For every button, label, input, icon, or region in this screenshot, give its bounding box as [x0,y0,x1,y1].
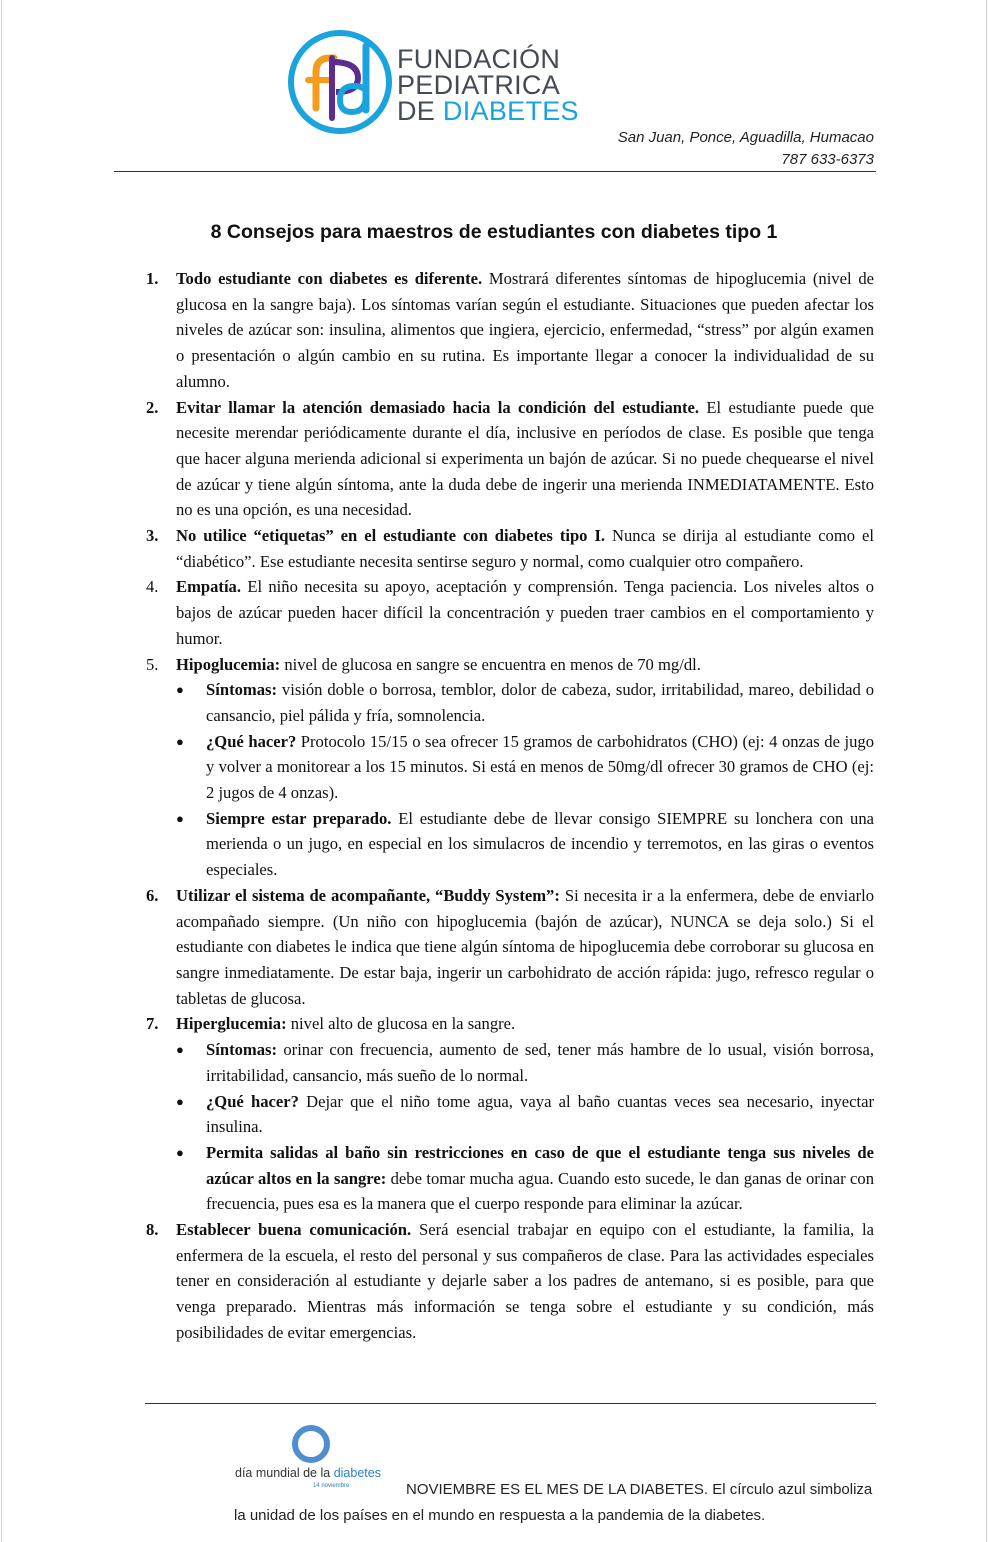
bullet-icon: ● [176,810,184,826]
header-rule [114,171,876,172]
tip-body [176,1011,874,1217]
bullet-icon: ● [176,1042,184,1058]
footer-note-line-1: NOVIEMBRE ES EL MES DE LA DIABETES. El círculo azul simboliza [406,1481,873,1498]
logo-line-3-de: DE [397,96,436,126]
wdd-label-accent: diabetes [333,1466,381,1480]
contact-info [618,127,874,171]
list-item [176,677,874,728]
bullet-body: orinar con frecuencia, aumento de sed, tener más hambre de lo usual, visión borrosa, irritabilidad, cansancio, más sueño de lo normal. [206,1040,874,1085]
locations: San Juan, Ponce, Aguadilla, Humacao [617,129,874,146]
tip-number: 7. [146,1014,159,1034]
tip-4 [146,574,874,651]
bullet-body: debe tomar mucha agua. Cuando esto sucede, le dan ganas de orinar con frecuencia, pues esa es la manera que el cuerpo responde para eliminar la azúcar. [206,1168,874,1214]
tip-5-bullets [176,677,874,883]
tip-3 [146,523,874,574]
tip-number: 5. [146,654,159,674]
tip-body [176,1217,874,1346]
tip-number: 3. [146,526,159,546]
tip-1 [146,266,874,395]
wdd-label [235,1466,381,1480]
tip-number: 1. [146,269,159,288]
tip-intro [176,652,874,678]
bullet-body: Protocolo 15/15 o sea ofrecer 15 gramos de carbohidratos (CHO) (ej: 4 onzas de jugo y volver a monitorear a los 15 minutos. Si está en menos de 50mg/dl ofrecer 30 gramos de CHO (ej: 2 jugos de 4 onzas). [206,731,874,803]
list-item [176,806,874,883]
bullet-icon: ● [176,1144,184,1160]
tip-number: 8. [146,1220,159,1240]
tip-text: El niño necesita su apoyo, aceptación y comprensión. Tenga paciencia. Los niveles altos o bajos de azúcar pueden hacer difícil la concentración y pueden traer cambios en el comportamiento y humor. [176,577,874,648]
wdd-sub-label: 14 noviembre [313,1483,350,1489]
tip-lead: Hiperglucemia: [176,1014,287,1034]
tip-number: 4. [146,577,159,597]
list-item [176,1089,874,1140]
tip-body [176,523,874,574]
bullet-text [206,1037,874,1088]
tip-lead: No utilice “etiquetas” en el estudiante con diabetes tipo I. [176,526,606,546]
bullet-text [206,1089,874,1140]
logo-line-3 [397,98,579,124]
tip-number: 6. [146,885,159,905]
tip-text: Si necesita ir a la enfermera, debe de enviarlo acompañado siempre. (Un niño con hipoglucemia (bajón de azúcar), NUNCA se deja solo.) Si el estudiante con diabetes le indica que tiene algún síntoma de hipoglucemia debe corroborar su glucosa en sangre inmediatamente. De estar baja, ingerir un carbohidrato de acción rápida: jugo, refresco regular o tabletas de glucosa. [176,885,874,1008]
bullet-lead: Síntomas: [206,1040,277,1060]
tip-7 [146,1011,874,1217]
bullet-icon: ● [176,733,184,749]
logo-line-1: FUNDACIÓN [397,44,561,74]
bullet-text [206,1140,874,1217]
tip-6 [146,883,874,1012]
tip-number: 2. [146,397,159,417]
tip-2 [146,395,874,524]
phone: 787 633-6373 [781,151,874,168]
footer-rule [145,1403,876,1404]
tip-body [176,883,874,1012]
foundation-name [397,46,579,124]
tip-intro [176,1011,874,1037]
bullet-icon: ● [176,1093,184,1109]
bullet-body: visión doble o borrosa, temblor, dolor de cabeza, sudor, irritabilidad, mareo, debilidad o cansancio, piel pálida y fría, somnolencia. [206,680,874,725]
fpd-monogram-icon [286,28,394,136]
footer-note-line-2: la unidad de los países en el mundo en respuesta a la pandemia de la diabetes. [234,1507,766,1524]
list-item [176,1037,874,1088]
tip-text: nivel de glucosa en sangre se encuentra en menos de 70 mg/dl. [280,654,701,674]
bullet-body: Dejar que el niño tome agua, vaya al baño cuantas veces sea necesario, inyectar insulina. [206,1091,874,1137]
tip-5 [146,652,874,883]
tip-body [176,266,874,395]
bullet-lead: ¿Qué hacer? [206,1091,299,1111]
list-item [176,729,874,806]
bullet-text [206,806,874,883]
foundation-logo [286,28,582,136]
wdd-label-prefix: día mundial de la [235,1466,334,1480]
bullet-text [206,677,874,728]
world-diabetes-day-logo [235,1424,395,1496]
bullet-lead: Síntomas: [206,680,277,700]
tip-text: Nunca se dirija al estudiante como el “diabético”. Ese estudiante necesita sentirse seguro y normal, como cualquier otro compañero. [176,526,874,571]
tips-list [146,266,874,1346]
tip-lead: Establecer buena comunicación. [176,1220,412,1240]
tip-lead: Todo estudiante con diabetes es diferente. [176,269,483,288]
tip-lead: Hipoglucemia: [176,654,281,674]
list-item [176,1140,874,1217]
bullet-lead: Permita salidas al baño sin restricciones en caso de que el estudiante tenga sus niveles de azúcar altos en la sangre: [206,1142,874,1188]
tip-body [176,574,874,651]
tip-text: Será esencial trabajar en equipo con el estudiante, la familia, la enfermera de la escuela, el resto del personal y sus compañeros de clase. Para las actividades especiales tener en consideración al estudiante y dejarle saber a los padres de antemano, si es posible, para que venga preparado. Mientras más información se tenga sobre el estudiante y su condición, más posibilidades de evitar emergencias. [176,1220,874,1342]
tip-lead: Utilizar el sistema de acompañante, “Buddy System”: [176,885,560,905]
bullet-lead: ¿Qué hacer? [206,731,297,751]
tip-body [176,652,874,883]
tip-text: nivel alto de glucosa en la sangre. [286,1014,516,1034]
bullet-text [206,729,874,806]
bullet-body: El estudiante debe de llevar consigo SIEMPRE su lonchera con una merienda o un jugo, en especial en los simulacros de incendio y terremotos, en las giras o eventos especiales. [206,808,875,880]
bullet-lead: Siempre estar preparado. [206,808,392,828]
tip-body [176,395,874,524]
bullet-icon: ● [176,682,184,698]
tip-8 [146,1217,874,1346]
tip-text: Mostrará diferentes síntomas de hipoglucemia (nivel de glucosa en la sangre baja). Los síntomas varían según el estudiante. Situaciones que pueden afectar los niveles de azúcar son: insulina, alimentos que ingiera, ejercicio, enfermedad, “stress” por algún examen o presentación o algún cambio en su rutina. Es importante llegar a conocer la individualidad de su alumno. [176,269,874,391]
tip-text: El estudiante puede que necesite merendar periódicamente durante el día, inclusive en períodos de clase. Es posible que tenga que hacer alguna merienda adicional si experimenta un bajón de azúcar. Si no puede chequearse el nivel de azúcar y tiene algún síntoma, ante la duda debe de ingerir una merienda INMEDIATAMENTE. Esto no es una opción, es una necesidad. [176,397,874,520]
tip-7-bullets [176,1037,874,1217]
tip-lead: Empatía. [176,577,241,597]
page-title: 8 Consejos para maestros de estudiantes con diabetes tipo 1 [210,221,778,243]
logo-line-2: PEDIATRICA [397,70,561,100]
blue-circle-icon [289,1424,333,1468]
logo-line-3-diabetes: DIABETES [442,96,579,126]
tip-lead: Evitar llamar la atención demasiado hacia la condición del estudiante. [176,397,700,417]
